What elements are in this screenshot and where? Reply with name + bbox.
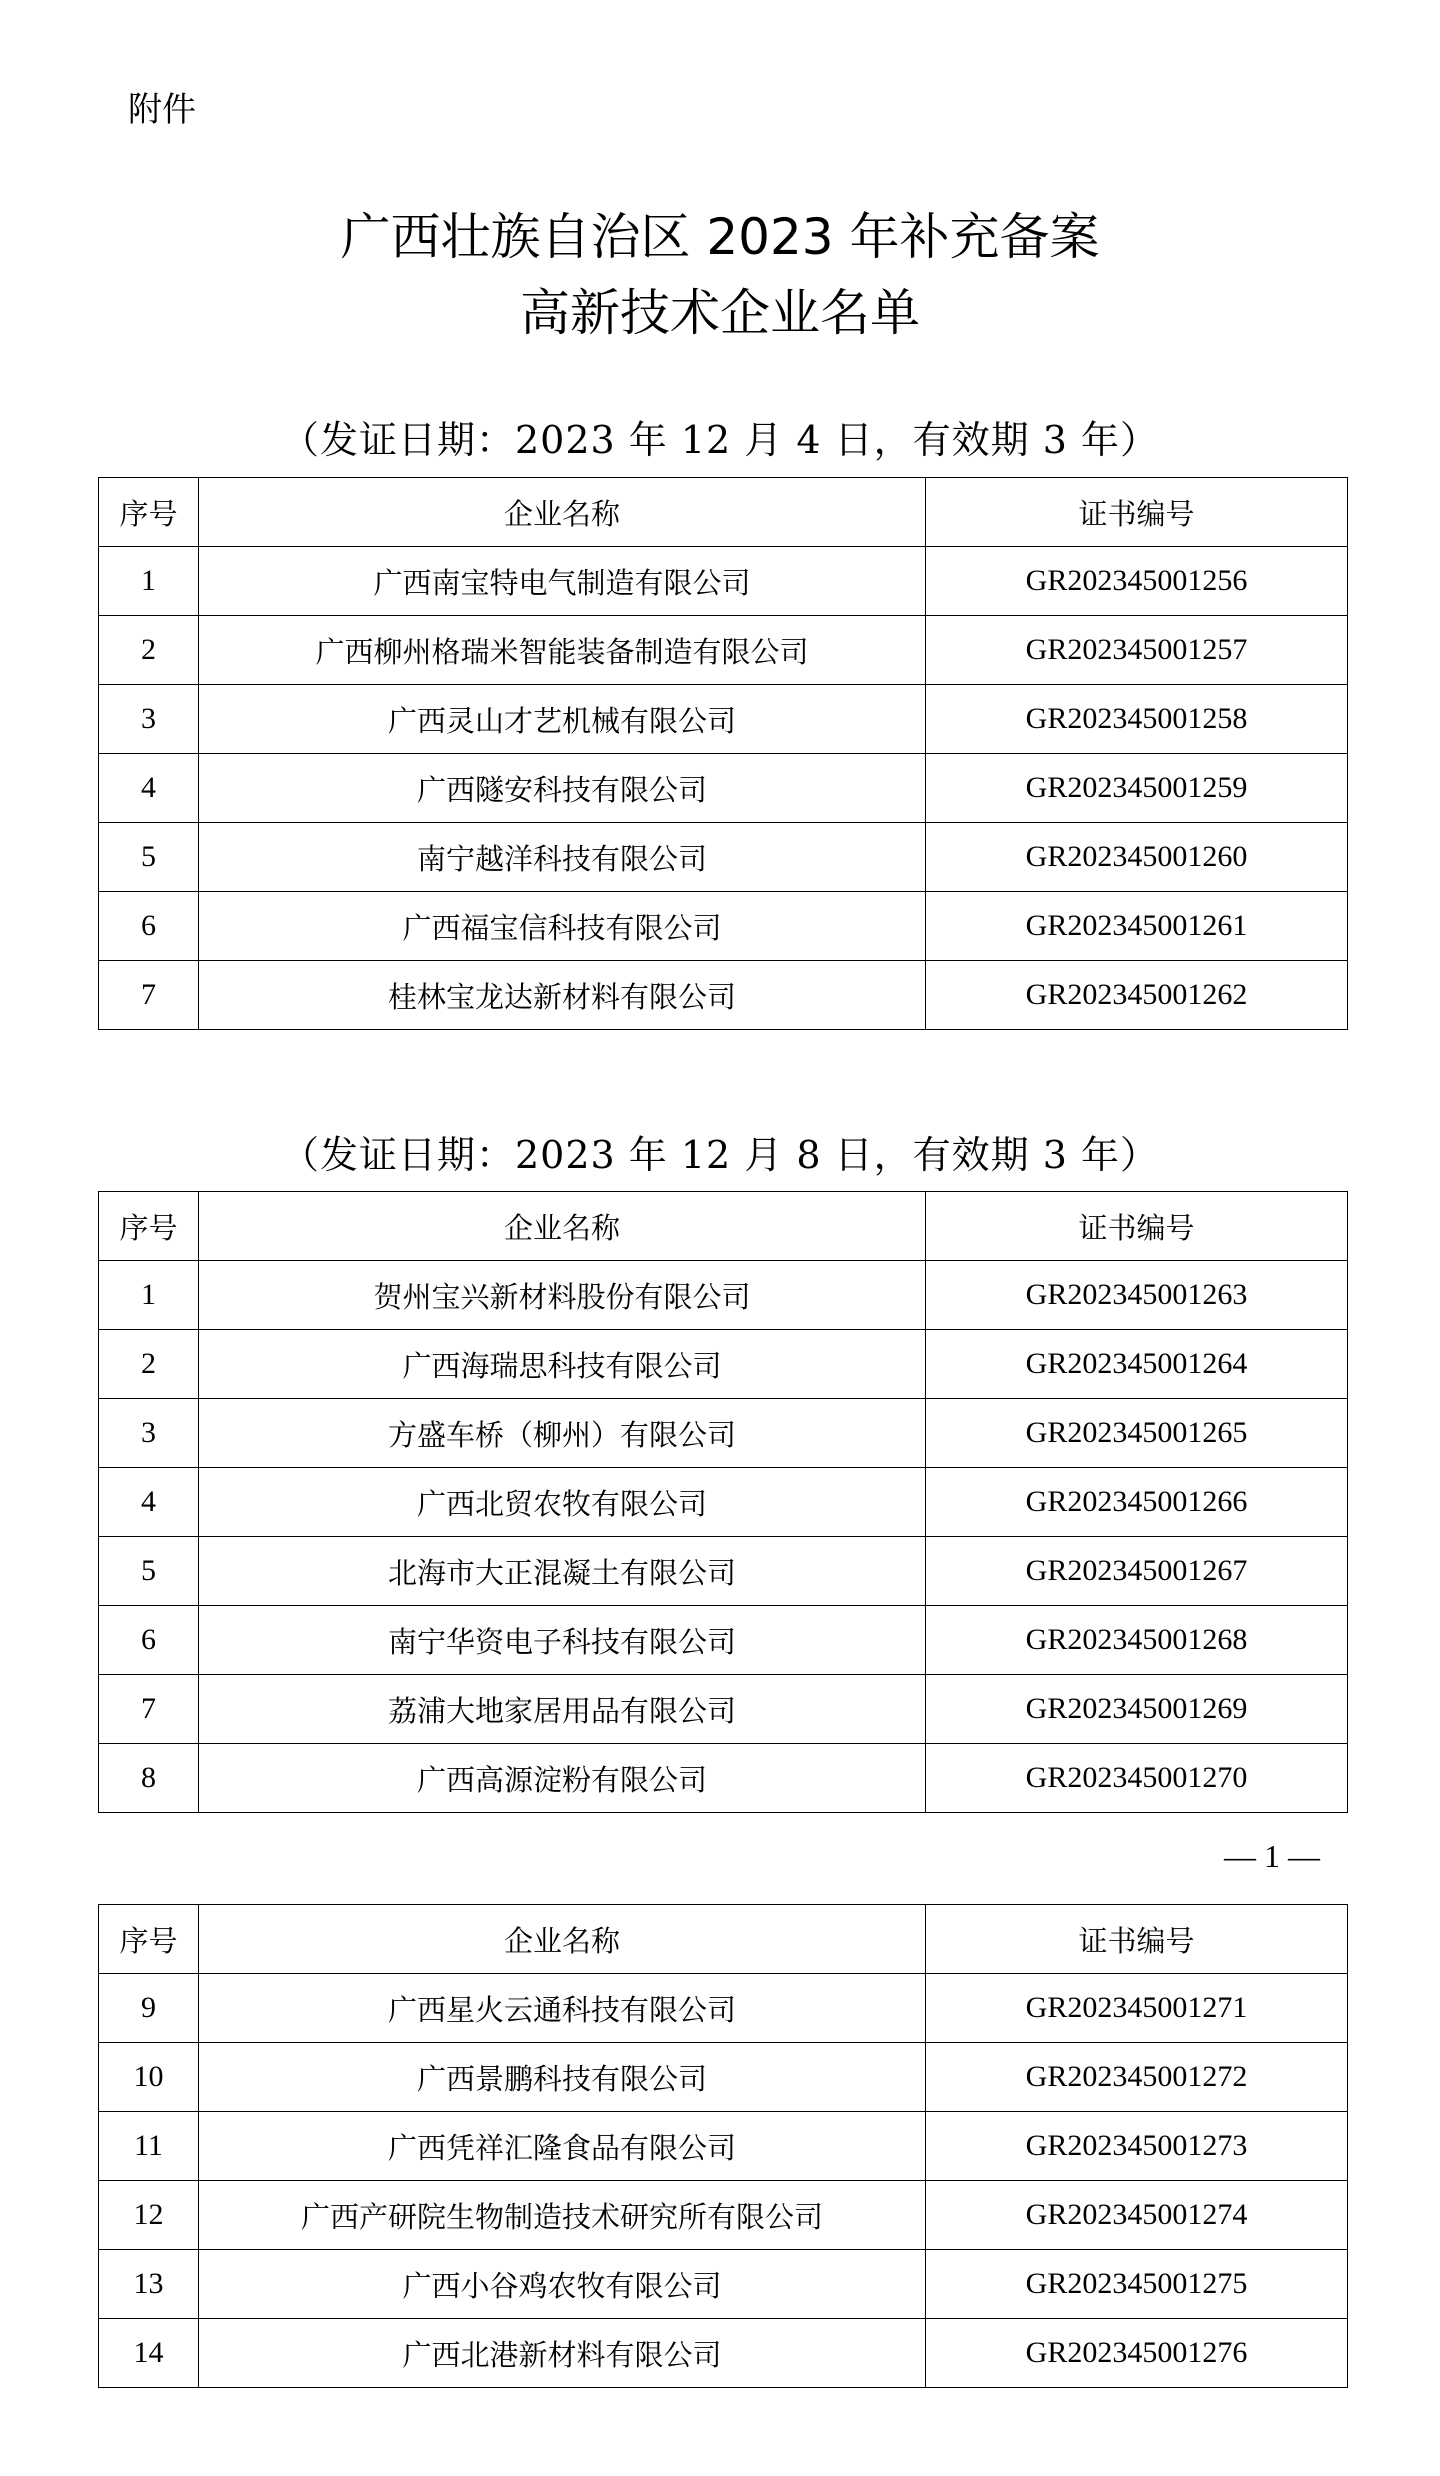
- header-certificate-number: 证书编号: [926, 1192, 1348, 1261]
- row-seq: 13: [99, 2250, 199, 2319]
- table-row: [99, 2319, 1348, 2388]
- header-company-name: 企业名称: [199, 478, 926, 547]
- row-company-name: 广西产研院生物制造技术研究所有限公司: [199, 2181, 926, 2250]
- table-row: [99, 685, 1348, 754]
- header-company-name: 企业名称: [199, 1905, 926, 1974]
- row-company-name: 广西南宝特电气制造有限公司: [199, 547, 926, 616]
- row-certificate-number: GR202345001273: [926, 2112, 1348, 2181]
- row-company-name: 广西隧安科技有限公司: [199, 754, 926, 823]
- row-certificate-number: GR202345001256: [926, 547, 1348, 616]
- table-row: [99, 823, 1348, 892]
- row-seq: 3: [99, 685, 199, 754]
- row-seq: 4: [99, 754, 199, 823]
- row-seq: 1: [99, 547, 199, 616]
- row-company-name: 广西海瑞思科技有限公司: [199, 1330, 926, 1399]
- row-company-name: 广西高源淀粉有限公司: [199, 1744, 926, 1813]
- row-company-name: 广西柳州格瑞米智能装备制造有限公司: [199, 616, 926, 685]
- row-certificate-number: GR202345001257: [926, 616, 1348, 685]
- row-company-name: 方盛车桥（柳州）有限公司: [199, 1399, 926, 1468]
- table-row: [99, 892, 1348, 961]
- row-company-name: 广西灵山才艺机械有限公司: [199, 685, 926, 754]
- row-certificate-number: GR202345001260: [926, 823, 1348, 892]
- header-certificate-number: 证书编号: [926, 478, 1348, 547]
- row-company-name: 南宁华资电子科技有限公司: [199, 1606, 926, 1675]
- section1-heading: （发证日期：2023 年 12 月 4 日，有效期 3 年）: [281, 418, 1159, 462]
- table-row: [99, 1744, 1348, 1813]
- row-seq: 4: [99, 1468, 199, 1537]
- row-seq: 12: [99, 2181, 199, 2250]
- page-number: — 1 —: [1224, 1838, 1320, 1874]
- table-row: [99, 2250, 1348, 2319]
- row-certificate-number: GR202345001267: [926, 1537, 1348, 1606]
- section2-continued-table: [98, 1904, 1348, 2388]
- row-seq: 7: [99, 1675, 199, 1744]
- row-seq: 3: [99, 1399, 199, 1468]
- table-header-row: [99, 1905, 1348, 1974]
- table-row: [99, 1330, 1348, 1399]
- row-company-name: 广西北贸农牧有限公司: [199, 1468, 926, 1537]
- row-company-name: 广西福宝信科技有限公司: [199, 892, 926, 961]
- row-certificate-number: GR202345001272: [926, 2043, 1348, 2112]
- row-seq: 5: [99, 823, 199, 892]
- row-seq: 1: [99, 1261, 199, 1330]
- header-seq: 序号: [99, 1192, 199, 1261]
- section2-heading: （发证日期：2023 年 12 月 8 日，有效期 3 年）: [281, 1133, 1159, 1177]
- section2-table: [98, 1191, 1348, 1813]
- row-certificate-number: GR202345001271: [926, 1974, 1348, 2043]
- row-seq: 14: [99, 2319, 199, 2388]
- table-row: [99, 1606, 1348, 1675]
- row-certificate-number: GR202345001275: [926, 2250, 1348, 2319]
- row-seq: 11: [99, 2112, 199, 2181]
- row-company-name: 广西北港新材料有限公司: [199, 2319, 926, 2388]
- table-row: [99, 2181, 1348, 2250]
- header-certificate-number: 证书编号: [926, 1905, 1348, 1974]
- header-company-name: 企业名称: [199, 1192, 926, 1261]
- row-company-name: 荔浦大地家居用品有限公司: [199, 1675, 926, 1744]
- row-seq: 9: [99, 1974, 199, 2043]
- table-header-row: [99, 1192, 1348, 1261]
- row-certificate-number: GR202345001269: [926, 1675, 1348, 1744]
- table-row: [99, 961, 1348, 1030]
- row-certificate-number: GR202345001264: [926, 1330, 1348, 1399]
- header-seq: 序号: [99, 478, 199, 547]
- table-row: [99, 1468, 1348, 1537]
- row-seq: 5: [99, 1537, 199, 1606]
- table-row: [99, 1675, 1348, 1744]
- row-seq: 7: [99, 961, 199, 1030]
- table-row: [99, 2043, 1348, 2112]
- row-certificate-number: GR202345001266: [926, 1468, 1348, 1537]
- table-row: [99, 1974, 1348, 2043]
- row-certificate-number: GR202345001259: [926, 754, 1348, 823]
- row-certificate-number: GR202345001270: [926, 1744, 1348, 1813]
- row-seq: 10: [99, 2043, 199, 2112]
- section1-table: [98, 477, 1348, 1030]
- table-row: [99, 754, 1348, 823]
- table-row: [99, 1399, 1348, 1468]
- document-title-line1: 广西壮族自治区 2023 年补充备案: [340, 208, 1100, 266]
- attachment-label: 附件: [128, 90, 196, 130]
- row-seq: 2: [99, 1330, 199, 1399]
- row-company-name: 北海市大正混凝土有限公司: [199, 1537, 926, 1606]
- row-certificate-number: GR202345001263: [926, 1261, 1348, 1330]
- row-seq: 6: [99, 1606, 199, 1675]
- row-certificate-number: GR202345001276: [926, 2319, 1348, 2388]
- table-row: [99, 616, 1348, 685]
- header-seq: 序号: [99, 1905, 199, 1974]
- row-company-name: 广西小谷鸡农牧有限公司: [199, 2250, 926, 2319]
- row-company-name: 广西凭祥汇隆食品有限公司: [199, 2112, 926, 2181]
- table-header-row: [99, 478, 1348, 547]
- row-company-name: 桂林宝龙达新材料有限公司: [199, 961, 926, 1030]
- row-company-name: 南宁越洋科技有限公司: [199, 823, 926, 892]
- row-certificate-number: GR202345001274: [926, 2181, 1348, 2250]
- table-row: [99, 2112, 1348, 2181]
- row-certificate-number: GR202345001268: [926, 1606, 1348, 1675]
- row-seq: 8: [99, 1744, 199, 1813]
- row-certificate-number: GR202345001261: [926, 892, 1348, 961]
- row-certificate-number: GR202345001262: [926, 961, 1348, 1030]
- document-title-line2: 高新技术企业名单: [520, 284, 920, 342]
- row-seq: 6: [99, 892, 199, 961]
- row-certificate-number: GR202345001258: [926, 685, 1348, 754]
- table-row: [99, 1537, 1348, 1606]
- table-row: [99, 1261, 1348, 1330]
- row-company-name: 贺州宝兴新材料股份有限公司: [199, 1261, 926, 1330]
- row-certificate-number: GR202345001265: [926, 1399, 1348, 1468]
- row-company-name: 广西景鹏科技有限公司: [199, 2043, 926, 2112]
- row-company-name: 广西星火云通科技有限公司: [199, 1974, 926, 2043]
- row-seq: 2: [99, 616, 199, 685]
- table-row: [99, 547, 1348, 616]
